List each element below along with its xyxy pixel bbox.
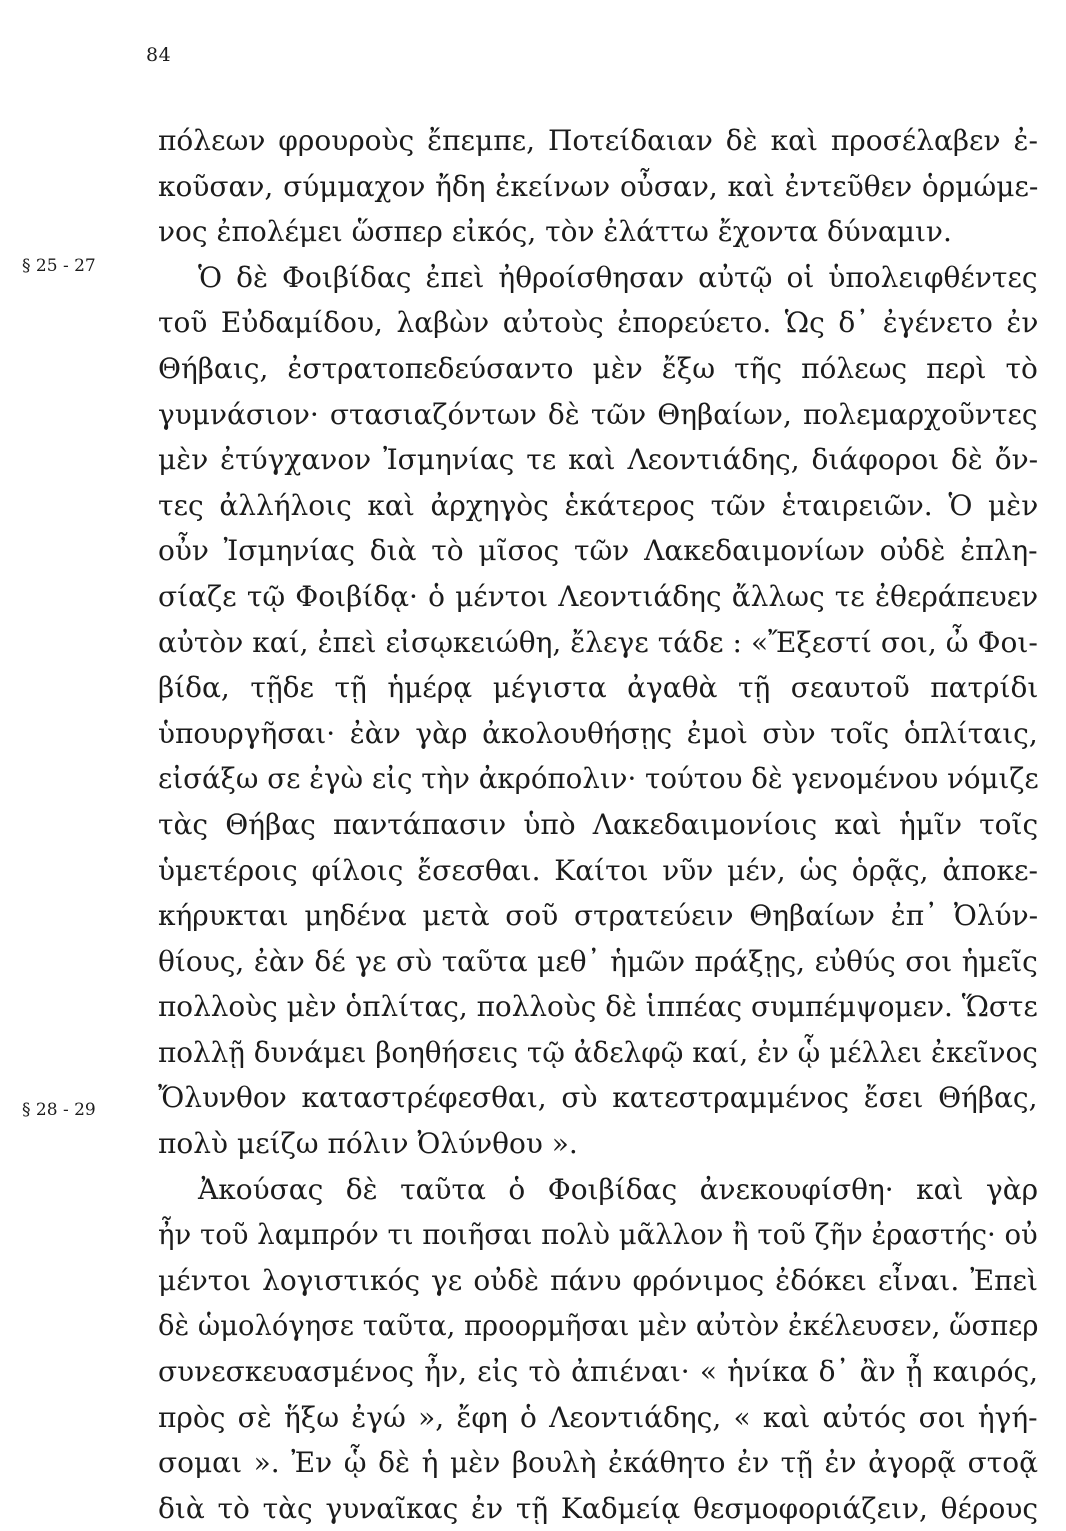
text-line: πολὺ μείζω πόλιν Ὀλύνθου ». [158, 1127, 578, 1161]
page-number: 84 [146, 44, 172, 66]
text-line: διὰ τὸ τὰς γυναῖκας ἐν τῇ Καδμείᾳ θεσμοφοριάζειν, θέρους [158, 1491, 1039, 1525]
margin-note-section-28-29: § 28 - 29 [22, 1100, 96, 1120]
text-line: Θήβαις, ἐστρατοπεδεύσαντο μὲν ἔξω τῆς πόλεως περὶ τὸ [158, 351, 1038, 385]
text-line: μὲν ἐτύγχανον Ἰσμηνίας τε καὶ Λεοντιάδης, διάφοροι δὲ ὄν- [158, 443, 1039, 477]
text-line: δὲ ὡμολόγησε ταῦτα, προορμῆσαι μὲν αὐτὸν ἐκέλευσεν, ὥσπερ [158, 1309, 1039, 1343]
text-line: πολλῇ δυνάμει βοηθήσεις τῷ ἀδελφῷ καί, ἐν ᾧ μέλλει ἐκεῖνος [158, 1035, 1038, 1069]
margin-note-section-25-27: § 25 - 27 [22, 256, 96, 276]
text-line: σίαζε τῷ Φοιβίδᾳ· ὁ μέντοι Λεοντιάδης ἄλλως τε ἐθεράπευεν [158, 579, 1039, 613]
text-line: αὐτὸν καί, ἐπεὶ εἰσῳκειώθη, ἔλεγε τάδε : «Ἔξεστί σοι, ὦ Φοι- [158, 625, 1038, 659]
text-line: μέντοι λογιστικός γε οὐδὲ πάνυ φρόνιμος ἐδόκει εἶναι. Ἐπεὶ [158, 1263, 1039, 1297]
text-line: βίδα, τῇδε τῇ ἡμέρᾳ μέγιστα ἀγαθὰ τῇ σεαυτοῦ πατρίδι [158, 671, 1039, 705]
text-line: κήρυκται μηδένα μετὰ σοῦ στρατεύειν Θηβαίων ἐπ᾽ Ὀλύν- [158, 899, 1039, 933]
text-line: εἰσάξω σε ἐγὼ εἰς τὴν ἀκρόπολιν· τούτου δὲ γενομένου νόμιζε [158, 762, 1039, 796]
text-line: οὖν Ἰσμηνίας διὰ τὸ μῖσος τῶν Λακεδαιμονίων οὐδὲ ἐπλη- [158, 534, 1038, 568]
text-line: κοῦσαν, σύμμαχον ἤδη ἐκείνων οὖσαν, καὶ ἐντεῦθεν ὁρμώμε- [158, 169, 1039, 203]
text-line: σομαι ». Ἐν ᾧ δὲ ἡ μὲν βουλὴ ἐκάθητο ἐν τῇ ἐν ἀγορᾷ στοᾷ [158, 1446, 1039, 1480]
text-line: θίους, ἐὰν δέ γε σὺ ταῦτα μεθ᾽ ἡμῶν πράξῃς, εὐθύς σοι ἡμεῖς [158, 944, 1038, 978]
text-line: Ἀκούσας δὲ ταῦτα ὁ Φοιβίδας ἀνεκουφίσθη· καὶ γὰρ [198, 1172, 1039, 1206]
text-line: τες ἀλλήλοις καὶ ἀρχηγὸς ἑκάτερος τῶν ἑταιρειῶν. Ὁ μὲν [158, 488, 1039, 522]
text-line: ἦν τοῦ λαμπρόν τι ποιῆσαι πολὺ μᾶλλον ἢ τοῦ ζῆν ἐραστής· οὐ [158, 1218, 1038, 1252]
text-line: νος ἐπολέμει ὥσπερ εἰκός, τὸν ἐλάττω ἔχοντα δύναμιν. [158, 215, 952, 249]
text-line: ὑπουργῆσαι· ἐὰν γὰρ ἀκολουθήσῃς ἐμοὶ σὺν τοῖς ὁπλίταις, [158, 716, 1038, 750]
text-line: Ὁ δὲ Φοιβίδας ἐπεὶ ἠθροίσθησαν αὐτῷ οἱ ὑπολειφθέντες [198, 260, 1038, 294]
text-line: τὰς Θήβας παντάπασιν ὑπὸ Λακεδαιμονίοις καὶ ἡμῖν τοῖς [158, 807, 1039, 841]
text-line: τοῦ Εὐδαμίδου, λαβὼν αὐτοὺς ἐπορεύετο. Ὡς δ᾽ ἐγένετο ἐν [158, 306, 1039, 340]
text-line: συνεσκευασμένος ἦν, εἰς τὸ ἀπιέναι· « ἡνίκα δ᾽ ἂν ᾖ καιρός, [158, 1355, 1039, 1389]
text-line: πολλοὺς μὲν ὁπλίτας, πολλοὺς δὲ ἱππέας συμπέμψομεν. Ὥστε [158, 990, 1038, 1024]
text-line: πρὸς σὲ ἥξω ἐγώ », ἔφη ὁ Λεοντιάδης, « καὶ αὐτός σοι ἡγή- [158, 1400, 1038, 1434]
text-line: Ὄλυνθον καταστρέφεσθαι, σὺ κατεστραμμένος ἔσει Θήβας, [158, 1081, 1038, 1115]
main-text [158, 118, 1038, 1531]
text-line: πόλεων φρουροὺς ἔπεμπε, Ποτείδαιαν δὲ καὶ προσέλαβεν ἐ- [158, 124, 1038, 157]
text-line: ὑμετέροις φίλοις ἔσεσθαι. Καίτοι νῦν μέν, ὡς ὁρᾷς, ἀποκε- [158, 853, 1038, 887]
text-line: γυμνάσιον· στασιαζόντων δὲ τῶν Θηβαίων, πολεμαρχοῦντες [158, 397, 1038, 431]
